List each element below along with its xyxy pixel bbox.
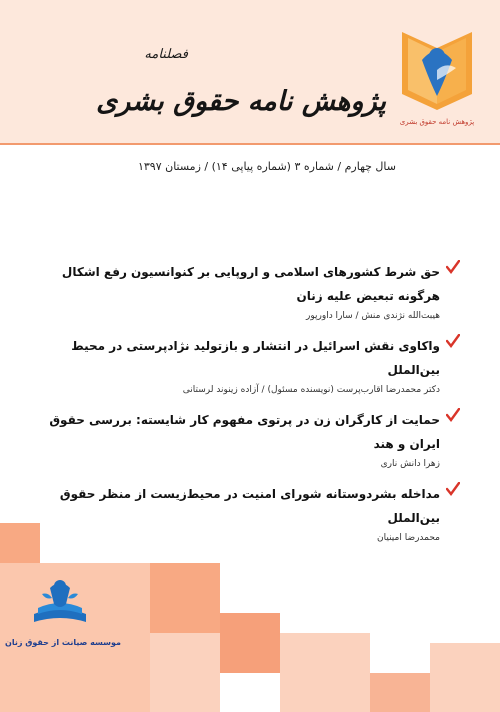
article-list (40, 260, 460, 556)
decor-square (280, 633, 370, 712)
decor-square (150, 633, 220, 712)
article-item (40, 260, 460, 324)
article-title: مداخله بشردوستانه شورای امنیت در محیط‌زیست از منظر حقوق بین‌الملل (59, 487, 440, 525)
decor-square (430, 643, 500, 712)
article-authors: هیبت‌الله نژندی منش / سارا داورپور (306, 311, 440, 321)
article-authors: زهرا دانش ناری (380, 459, 440, 469)
journal-title: پژوهش نامه حقوق بشری (96, 86, 386, 117)
decor-square (220, 613, 280, 673)
article-item (40, 408, 460, 472)
journal-supertitle: فصلنامه (144, 47, 188, 62)
article-title: واکاوی نقش اسرائیل در انتشار و بازتولید نژادپرستی در محیط بین‌الملل (71, 339, 440, 377)
journal-logo (396, 22, 478, 132)
header-rule (0, 143, 500, 145)
decor-square (370, 673, 430, 712)
publisher-name: موسسه صیانت از حقوق زنان (5, 638, 121, 647)
decor-square (0, 523, 40, 563)
logo-caption: پژوهش نامه حقوق بشری (399, 118, 475, 126)
check-icon (446, 482, 460, 496)
article-title: حق شرط کشورهای اسلامی و اروپایی بر کنوانسیون رفع اشکال هرگونه تبعیض علیه زنان (61, 265, 440, 303)
article-authors: دکتر محمدرضا اقارب‌پرست (نویسنده مسئول) / آزاده زینوند لرستانی (182, 385, 440, 395)
issue-line: سال چهارم / شماره ۳ (شماره پیاپی ۱۴) / زمستان ۱۳۹۷ (137, 160, 396, 173)
check-icon (446, 408, 460, 422)
article-title: حمایت از کارگران زن در پرتوی مفهوم کار شایسته: بررسی حقوق ایران و هند (49, 413, 440, 451)
publisher-logo (28, 574, 92, 630)
article-item (40, 334, 460, 398)
check-icon (446, 334, 460, 348)
article-authors: محمدرضا امینیان (377, 533, 440, 543)
check-icon (446, 260, 460, 274)
decor-square (150, 563, 220, 633)
